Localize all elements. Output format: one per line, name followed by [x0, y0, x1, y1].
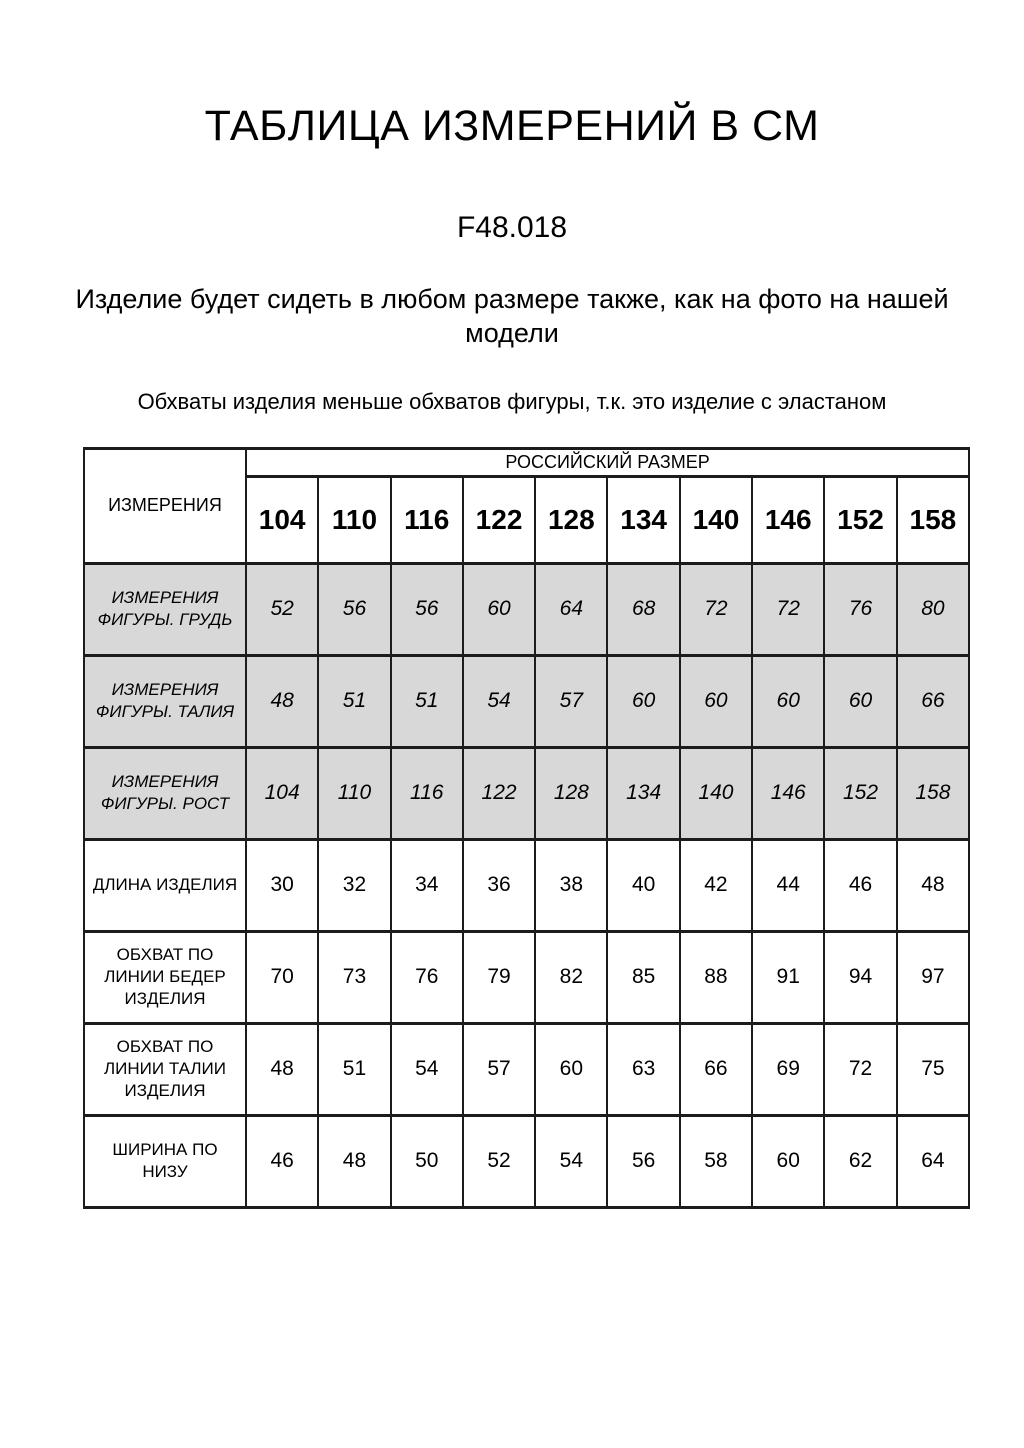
value-cell: 60 [752, 655, 824, 747]
value-cell: 34 [391, 839, 463, 931]
table-row [84, 563, 969, 655]
value-cell: 64 [535, 563, 607, 655]
value-cell: 73 [318, 931, 390, 1023]
value-cell: 51 [318, 1023, 390, 1115]
value-cell: 32 [318, 839, 390, 931]
value-cell: 50 [391, 1115, 463, 1207]
value-cell: 56 [318, 563, 390, 655]
value-cell: 60 [463, 563, 535, 655]
value-cell: 58 [680, 1115, 752, 1207]
value-cell: 60 [535, 1023, 607, 1115]
group-header: РОССИЙСКИЙ РАЗМЕР [246, 448, 969, 476]
value-cell: 52 [463, 1115, 535, 1207]
value-cell: 76 [391, 931, 463, 1023]
page-title: ТАБЛИЦА ИЗМЕРЕНИЙ В СМ [204, 102, 820, 150]
value-cell: 60 [607, 655, 679, 747]
header-group-row [84, 448, 969, 476]
size-header-122: 122 [463, 476, 535, 563]
value-cell: 146 [752, 747, 824, 839]
row-label: ШИРИНА ПО НИЗУ [84, 1115, 246, 1207]
table-row [84, 747, 969, 839]
value-cell: 140 [680, 747, 752, 839]
value-cell: 158 [897, 747, 969, 839]
table-row [84, 655, 969, 747]
size-header-104: 104 [246, 476, 318, 563]
row-label: ОБХВАТ ПО ЛИНИИ БЕДЕР ИЗДЕЛИЯ [84, 931, 246, 1023]
value-cell: 152 [824, 747, 896, 839]
value-cell: 36 [463, 839, 535, 931]
value-cell: 44 [752, 839, 824, 931]
value-cell: 66 [680, 1023, 752, 1115]
value-cell: 69 [752, 1023, 824, 1115]
value-cell: 46 [246, 1115, 318, 1207]
value-cell: 60 [752, 1115, 824, 1207]
article-code: F48.018 [456, 211, 568, 244]
size-header-140: 140 [680, 476, 752, 563]
value-cell: 85 [607, 931, 679, 1023]
row-label: ИЗМЕРЕНИЯ ФИГУРЫ. РОСТ [84, 747, 246, 839]
elastane-note: Обхваты изделия меньше обхватов фигуры, т.к. это изделие с эластаном [137, 388, 887, 414]
value-cell: 60 [680, 655, 752, 747]
value-cell: 57 [535, 655, 607, 747]
value-cell: 88 [680, 931, 752, 1023]
row-label: ДЛИНА ИЗДЕЛИЯ [84, 839, 246, 931]
value-cell: 97 [897, 931, 969, 1023]
value-cell: 40 [607, 839, 679, 931]
value-cell: 72 [680, 563, 752, 655]
value-cell: 110 [318, 747, 390, 839]
value-cell: 51 [318, 655, 390, 747]
size-header-116: 116 [391, 476, 463, 563]
table-row [84, 1023, 969, 1115]
value-cell: 68 [607, 563, 679, 655]
size-header-134: 134 [607, 476, 679, 563]
value-cell: 54 [535, 1115, 607, 1207]
table-row [84, 839, 969, 931]
size-header-146: 146 [752, 476, 824, 563]
size-header-110: 110 [318, 476, 390, 563]
value-cell: 94 [824, 931, 896, 1023]
value-cell: 62 [824, 1115, 896, 1207]
value-cell: 54 [391, 1023, 463, 1115]
value-cell: 91 [752, 931, 824, 1023]
value-cell: 66 [897, 655, 969, 747]
value-cell: 72 [824, 1023, 896, 1115]
value-cell: 122 [463, 747, 535, 839]
value-cell: 52 [246, 563, 318, 655]
value-cell: 42 [680, 839, 752, 931]
table-row [84, 931, 969, 1023]
value-cell: 54 [463, 655, 535, 747]
value-cell: 82 [535, 931, 607, 1023]
value-cell: 116 [391, 747, 463, 839]
value-cell: 56 [607, 1115, 679, 1207]
size-table [83, 447, 970, 1209]
value-cell: 79 [463, 931, 535, 1023]
row-label: ИЗМЕРЕНИЯ ФИГУРЫ. ТАЛИЯ [84, 655, 246, 747]
value-cell: 38 [535, 839, 607, 931]
row-label: ИЗМЕРЕНИЯ ФИГУРЫ. ГРУДЬ [84, 563, 246, 655]
value-cell: 60 [824, 655, 896, 747]
row-label: ОБХВАТ ПО ЛИНИИ ТАЛИИ ИЗДЕЛИЯ [84, 1023, 246, 1115]
size-header-152: 152 [824, 476, 896, 563]
value-cell: 51 [391, 655, 463, 747]
value-cell: 48 [897, 839, 969, 931]
value-cell: 63 [607, 1023, 679, 1115]
value-cell: 56 [391, 563, 463, 655]
value-cell: 80 [897, 563, 969, 655]
value-cell: 134 [607, 747, 679, 839]
fit-note: Изделие будет сидеть в любом размере также, как на фото на нашей модели [75, 284, 949, 348]
value-cell: 128 [535, 747, 607, 839]
value-cell: 57 [463, 1023, 535, 1115]
size-header-128: 128 [535, 476, 607, 563]
value-cell: 46 [824, 839, 896, 931]
value-cell: 48 [246, 1023, 318, 1115]
value-cell: 104 [246, 747, 318, 839]
value-cell: 64 [897, 1115, 969, 1207]
value-cell: 76 [824, 563, 896, 655]
value-cell: 30 [246, 839, 318, 931]
value-cell: 48 [246, 655, 318, 747]
table-row [84, 1115, 969, 1207]
value-cell: 75 [897, 1023, 969, 1115]
corner-label: ИЗМЕРЕНИЯ [84, 448, 246, 563]
size-header-158: 158 [897, 476, 969, 563]
value-cell: 48 [318, 1115, 390, 1207]
value-cell: 70 [246, 931, 318, 1023]
value-cell: 72 [752, 563, 824, 655]
